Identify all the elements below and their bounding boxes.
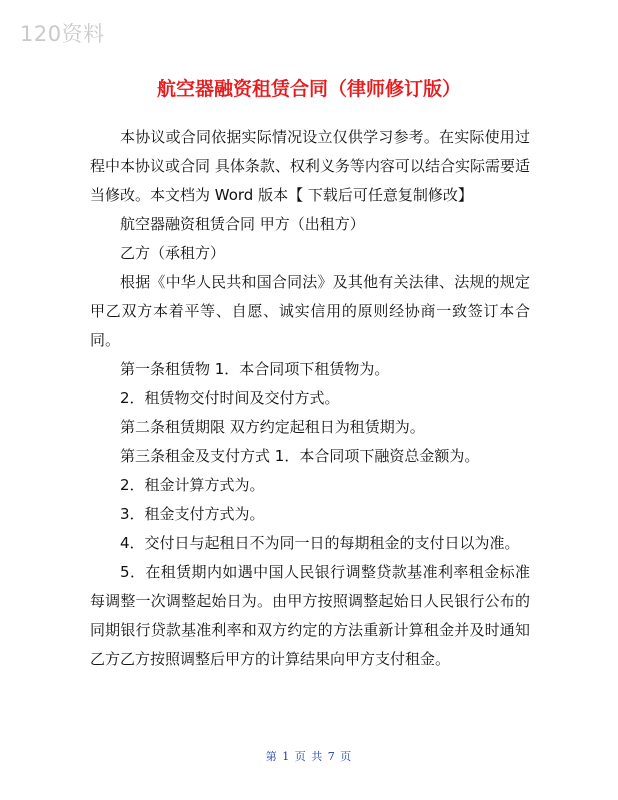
- paragraph: 2．租金计算方式为。: [120, 476, 265, 494]
- paragraph: 第二条租赁期限 双方约定起租日为租赁期为。: [120, 418, 425, 436]
- paragraph: 乙方（承租方）: [120, 244, 226, 262]
- paragraph: 5．在租赁期内如遇中国人民银行调整贷款基准利率租金标准每调整一次调整起始日为。由甲方按照调整起始日人民银行公布的同期银行贷款基准利率和双方约定的方法重新计算租金并及时通知乙方乙方按照调整后甲方的计算结果向甲方支付租金。: [90, 563, 530, 668]
- page-number: 第 1 页 共 7 页: [265, 750, 353, 763]
- paragraph: 第三条租金及支付方式 1．本合同项下融资总金额为。: [120, 447, 480, 465]
- document-title: 航空器融资租赁合同（律师修订版）: [156, 78, 461, 100]
- paragraph: 本协议或合同依据实际情况设立仅供学习参考。在实际使用过程中本协议或合同 具体条款、权利义务等内容可以结合实际需要适当修改。本文档为 Word 版本【 下载后可任意复制修改】: [90, 128, 530, 204]
- watermark: 120资料: [20, 22, 105, 46]
- paragraph: 3．租金支付方式为。: [120, 505, 265, 523]
- paragraph: 航空器融资租赁合同 甲方（出租方）: [120, 215, 365, 233]
- paragraph: 根据《中华人民共和国合同法》及其他有关法律、法规的规定甲乙双方本着平等、自愿、诚实信用的原则经协商一致签订本合同。: [90, 273, 530, 349]
- paragraph: 第一条租赁物 1．本合同项下租赁物为。: [120, 360, 390, 378]
- paragraph: 2．租赁物交付时间及交付方式。: [120, 389, 340, 407]
- paragraph: 4．交付日与起租日不为同一日的每期租金的支付日以为准。: [120, 534, 520, 552]
- document-body: [90, 123, 530, 674]
